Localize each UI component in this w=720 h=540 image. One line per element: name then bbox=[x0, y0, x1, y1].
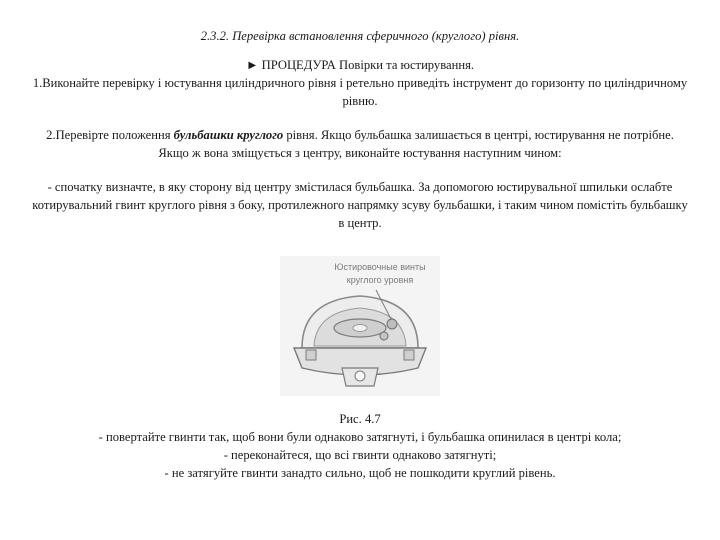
base-screw bbox=[306, 350, 316, 360]
step-3-text: - спочатку визначте, в яку сторону від центру змістилася бульбашка. За допомогою юстирувальної шпильки ослабте котирувальний гвинт круглого рівня з боку, протилежного напрямку зсуву бульбашки, і таким чином помістіть бульбашку в центр. bbox=[32, 180, 688, 230]
procedure-block bbox=[30, 56, 690, 110]
step-1-text: 1.Виконайте перевірку і юстування циліндричного рівня і ретельно приведіть інструмент до горизонту по циліндричному рівню. bbox=[32, 76, 688, 108]
adjusting-screw bbox=[380, 332, 388, 340]
level-bubble bbox=[353, 325, 367, 332]
procedure-title: ПРОЦЕДУРА Повірки та юстирування. bbox=[261, 58, 475, 72]
figure-label bbox=[320, 261, 440, 287]
final-steps-block bbox=[30, 410, 690, 482]
final-step-3: - не затягуйте гвинти занадто сильно, щоб не пошкодити круглий рівень. bbox=[164, 466, 556, 480]
foot-hole bbox=[355, 371, 365, 381]
procedure-title-line bbox=[30, 56, 690, 74]
figure-caption: Рис. 4.7 bbox=[339, 412, 381, 426]
procedure-marker: ► bbox=[245, 58, 259, 72]
step-2-text bbox=[30, 126, 690, 162]
figure-label-line-1: Юстировочные винты bbox=[334, 262, 426, 272]
step-2-after: рівня. Якщо бульбашка залишається в центрі, юстирування не потрібне. Якщо ж вона зміщується з центру, виконайте юстування наступним чином: bbox=[158, 128, 674, 160]
section-heading: 2.3.2. Перевірка встановлення сферичного (круглого) рівня. bbox=[200, 29, 520, 43]
step-2-emphasis: бульбашки круглого bbox=[173, 128, 284, 142]
step-2-block bbox=[30, 126, 690, 162]
figure-label-line-2: круглого уровня bbox=[346, 275, 414, 285]
final-step-2: - переконайтеся, що всі гвинти однаково затягнуті; bbox=[223, 448, 497, 462]
step-3-block bbox=[30, 178, 690, 232]
step-2-before: 2.Перевірте положення bbox=[46, 128, 174, 142]
final-step-1: - повертайте гвинти так, щоб вони були однаково затягнуті, і бульбашка опинилася в центрі кола; bbox=[98, 430, 622, 444]
adjusting-screw bbox=[387, 319, 397, 329]
base-screw bbox=[404, 350, 414, 360]
